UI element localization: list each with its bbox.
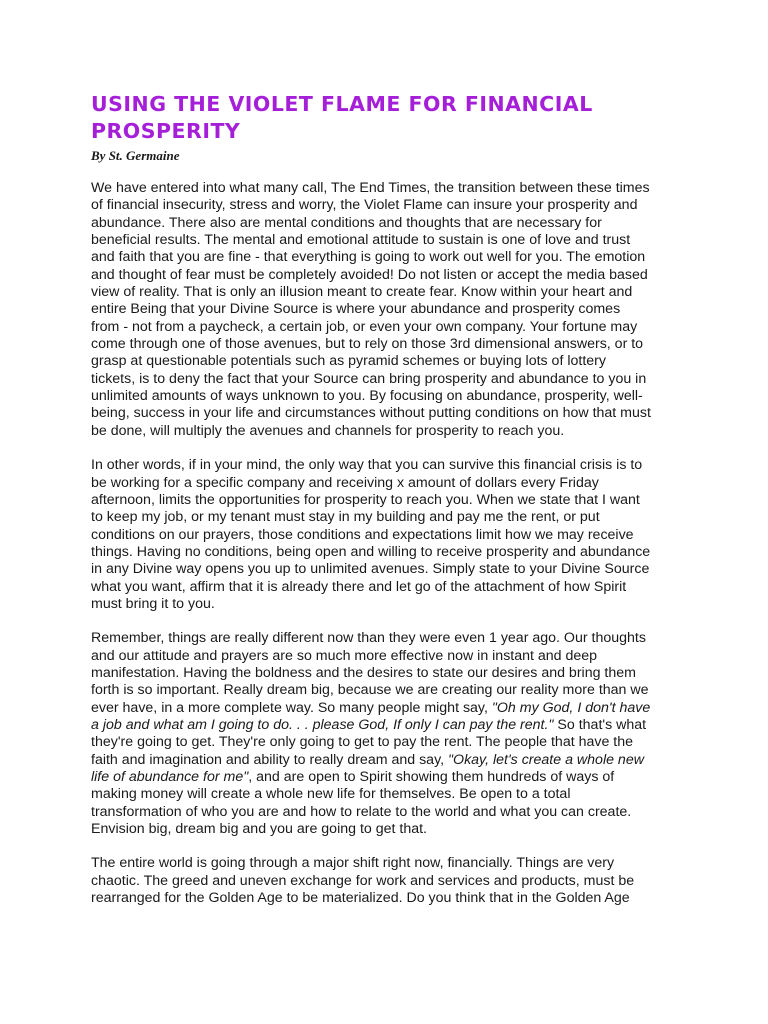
document-title: USING THE VIOLET FLAME FOR FINANCIAL PROSPERITY xyxy=(91,92,593,143)
paragraph-3-text-c: , and are open to Spirit showing them hundreds of ways of making money will create a whole new life for themselves. Be open to a total transformation of who you are and how to relate to the world and what you can create. Envision big, dream big and you are going to get that. xyxy=(91,769,632,838)
paragraph-3-text-a: Remember, things are really different now than they were even 1 year ago. Our thoughts and our attitude and prayers are so much more effective now in instant and deep manifestation. Having the boldness and the desires to state our desires and bring them forth is so important. Really dream big, because we are creating our reality more than we ever have, in a more complete way. So many people might say, xyxy=(91,630,649,716)
paragraph-4: The entire world is going through a major shift right now, financially. Things are very chaotic. The greed and uneven exchange for work and services and products, must be rearranged for the Golden Age to be materialized. Do you think that in the Golden Age xyxy=(91,855,635,907)
paragraph-3 xyxy=(91,630,651,838)
author-byline: By St. Germaine xyxy=(91,148,180,163)
paragraph-2: In other words, if in your mind, the only way that you can survive this financial crisis is to be working for a specific company and receiving x amount of dollars every Friday afternoon, limits the opportunities for prosperity to reach you. When we state that I want to keep my job, or my tenant must stay in my building and pay me the rent, or put conditions on our prayers, those conditions and expectations limit how we may receive things. Having no conditions, being open and willing to receive prosperity and abundance in any Divine way opens you up to unlimited avenues. Simply state to your Divine Source what you want, affirm that it is already there and let go of the attachment of how Spirit must bring it to you. xyxy=(91,457,651,612)
document-content xyxy=(91,91,651,907)
quote-new-life: "Okay, let's create a whole new life of abundance for me" xyxy=(91,751,644,785)
paragraph-3-text-b: So that's what they're going to get. They're only going to get to pay the rent. The people that have the faith and imagination and ability to really dream and say, xyxy=(91,716,647,768)
quote-pay-the-rent: "Oh my God, I don't have a job and what am I going to do. . . please God, If only I can pay the rent." xyxy=(91,699,651,733)
paragraph-1: We have entered into what many call, The End Times, the transition between these times of financial insecurity, stress and worry, the Violet Flame can insure your prosperity and abundance. There also are mental conditions and thoughts that are necessary for beneficial results. The mental and emotional attitude to sustain is one of love and trust and faith that you are fine - that everything is going to work out well for you. The emotion and thought of fear must be completely avoided! Do not listen or accept the media based view of reality. That is only an illusion meant to create fear. Know within your heart and entire Being that your Divine Source is where your abundance and prosperity comes from - not from a paycheck, a certain job, or even your own company. Your fortune may come through one of those avenues, but to rely on those 3rd dimensional answers, or to grasp at questionable potentials such as pyramid schemes or buying lots of lottery tickets, is to deny the fact that your Source can bring prosperity and abundance to you in unlimited amounts of ways unknown to you. By focusing on abundance, prosperity, well-being, success in your life and circumstances without putting conditions on how that must be done, will multiply the avenues and channels for prosperity to reach you. xyxy=(91,180,651,439)
